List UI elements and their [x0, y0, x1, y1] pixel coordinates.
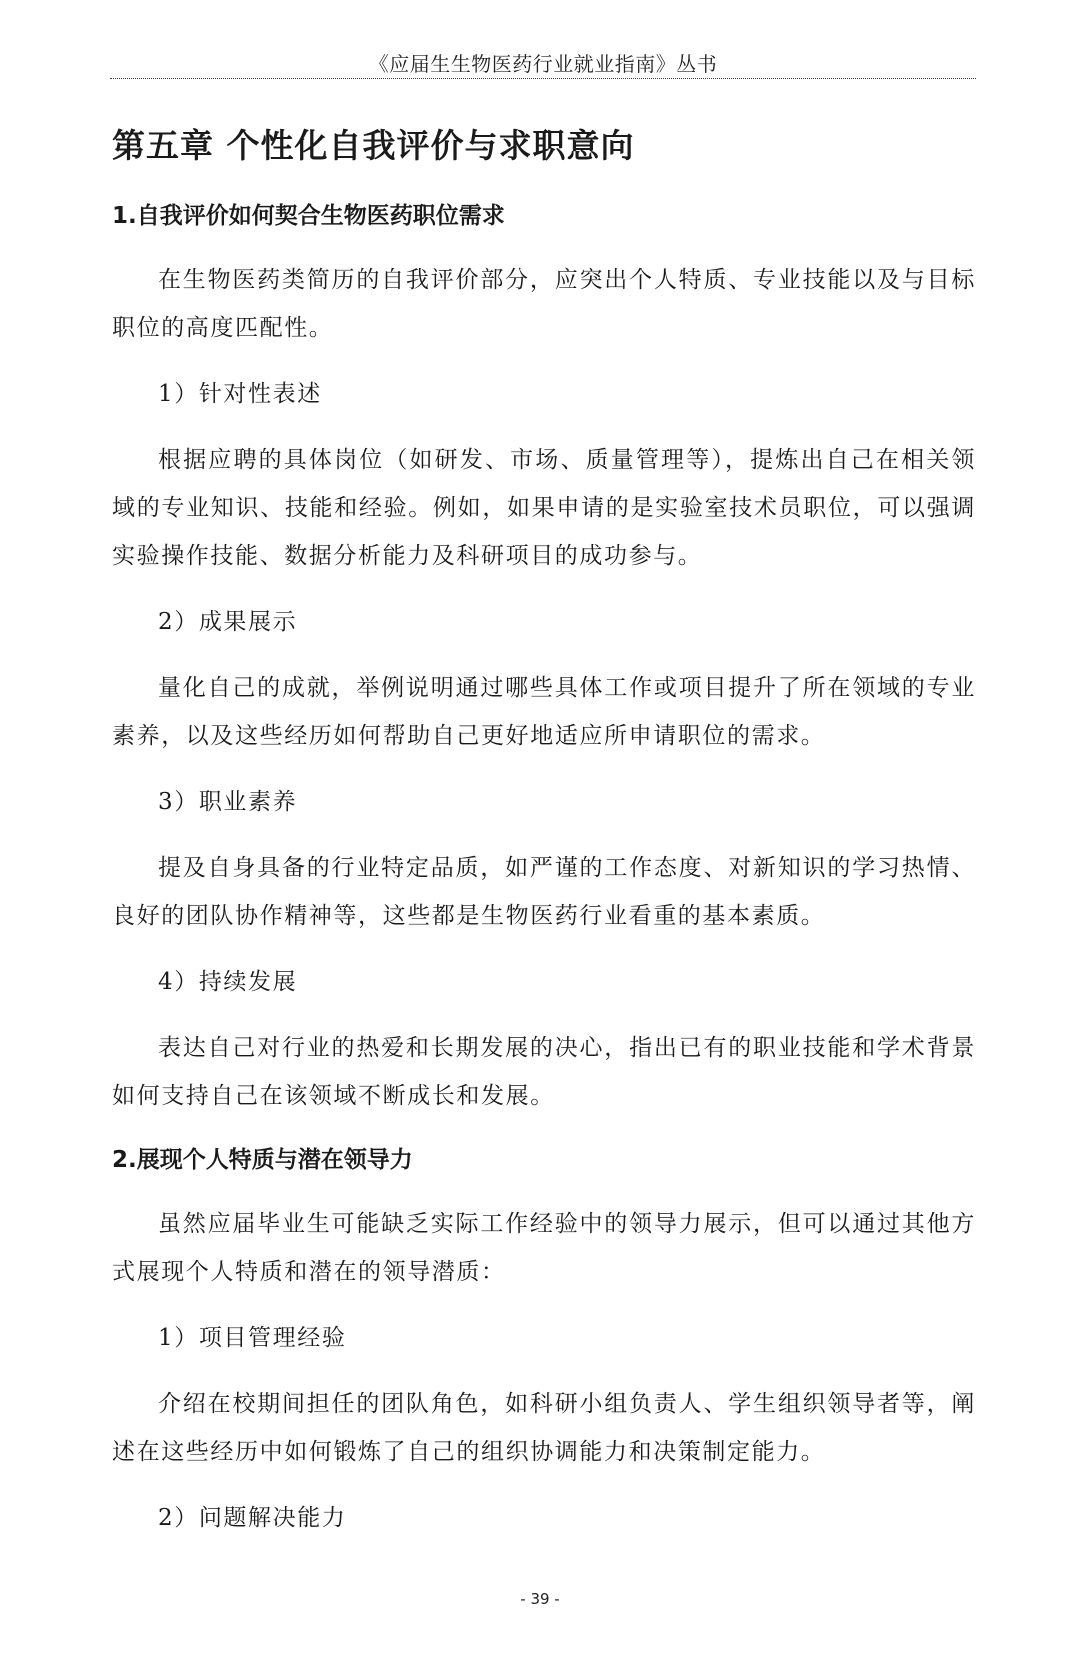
page-number: - 39 -: [520, 1590, 560, 1608]
section-2-intro: 虽然应届毕业生可能缺乏实际工作经验中的领导力展示，但可以通过其他方式展现个人特质和潜在的领导潜质：: [112, 1211, 976, 1285]
header-divider: [110, 78, 976, 79]
section-1-item-1-body: 根据应聘的具体岗位（如研发、市场、质量管理等），提炼出自己在相关领域的专业知识、技能和经验。例如，如果申请的是实验室技术员职位，可以强调实验操作技能、数据分析能力及科研项目的成功参与。: [112, 447, 976, 569]
section-1-item-3-heading: 3）职业素养: [158, 789, 298, 815]
chapter-title: 第五章 个性化自我评价与求职意向: [112, 126, 635, 165]
section-2-item-2-heading: 2）问题解决能力: [158, 1505, 347, 1531]
section-1-intro: 在生物医药类简历的自我评价部分，应突出个人特质、专业技能以及与目标职位的高度匹配性。: [112, 267, 976, 341]
page-body: [112, 118, 976, 1560]
section-1-item-2-heading: 2）成果展示: [158, 609, 298, 635]
section-1-title: 1.自我评价如何契合生物医药职位需求: [112, 203, 505, 229]
section-1-item-2-body: 量化自己的成就，举例说明通过哪些具体工作或项目提升了所在领域的专业素养，以及这些经历如何帮助自己更好地适应所申请职位的需求。: [112, 675, 976, 749]
section-2-title: 2.展现个人特质与潜在领导力: [112, 1147, 413, 1173]
running-header: 《应届生生物医药行业就业指南》丛书: [368, 52, 718, 76]
section-2-item-1-body: 介绍在校期间担任的团队角色，如科研小组负责人、学生组织领导者等，阐述在这些经历中如何锻炼了自己的组织协调能力和决策制定能力。: [112, 1391, 976, 1465]
section-1-item-4-heading: 4）持续发展: [158, 969, 298, 995]
section-1-item-1-heading: 1）针对性表述: [158, 381, 322, 407]
section-2-item-1-heading: 1）项目管理经验: [158, 1325, 347, 1351]
section-1-item-3-body: 提及自身具备的行业特定品质，如严谨的工作态度、对新知识的学习热情、良好的团队协作精神等，这些都是生物医药行业看重的基本素质。: [112, 855, 976, 929]
section-1-item-4-body: 表达自己对行业的热爱和长期发展的决心，指出已有的职业技能和学术背景如何支持自己在该领域不断成长和发展。: [112, 1035, 976, 1109]
